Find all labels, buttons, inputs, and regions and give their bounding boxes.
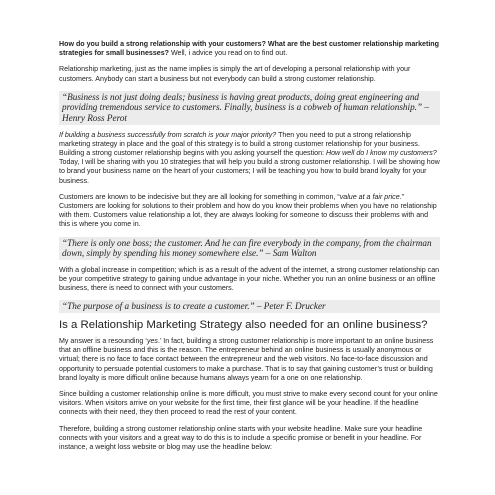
- strategy-lead: If building a business successfully from scratch is your major priority?: [59, 130, 277, 139]
- online-yes: yes: [146, 337, 158, 346]
- intro-paragraph: [59, 40, 440, 58]
- section-heading: Is a Relationship Marketing Strategy also needed for an online business?: [59, 319, 428, 332]
- strategy-tail: Today, I will be sharing with you 10 strategies that will help you build a strong customer relationship. I will be showing how to brand your business name on the heart of your customers; I will be teaching you how to build brand loyalty for your business.: [59, 158, 440, 185]
- quote-henry-ross-perot: “Business is not just doing deals; business is having great products, doing great engineering and providing tremendous service to customers. Finally, business is a cobweb of human relationship.” – Henry Ross Perot: [59, 91, 440, 125]
- customers-text-b: ” Customers are looking for solutions to their problem and how do you know their problems when you have no relationship with them. Customers value relationship a lot, they are always looking for someone to discuss their problems with and this is where you come in.: [59, 192, 437, 229]
- intro-question: How do you build a strong relationship with your customers? What are the best customer relationship marketing strategies for small businesses?: [59, 40, 439, 58]
- strategy-mid: Then you need to put a strong relationship marketing strategy in place and the goal of this strategy is to build a strong customer relationship for your business. Building a strong customer relationship begins with you asking yourself the question:: [59, 130, 420, 157]
- paragraph-online-answer: [59, 337, 440, 383]
- strategy-question: How well do I know my customers?: [325, 149, 437, 157]
- paragraph-strategy: [59, 131, 440, 186]
- article: [59, 40, 440, 459]
- paragraph-competition: With a global increase in competition; which is as a result of the advent of the internet, a strong customer relationship can be your competitive strategy to gaining undue advantage in your niche. Whether you run an online business or an offline business, there is need to connect with your customers.: [59, 265, 440, 293]
- intro-answer: Well, i advice you read on to find out.: [169, 49, 288, 58]
- paragraph-customers-indecisive: [59, 193, 440, 230]
- paragraph-relationship-marketing: Relationship marketing, just as the name implies is simply the art of developing a personal relationship with your customers. Anybody can start a business but not everybody can build a strong customer relationship.: [59, 65, 411, 83]
- paragraph-online-difficulty: Since building a customer relationship online is more difficult, you must strive to make every second count for your online visitors. When visitors arrive on your website for the first time, their first glance will be your headline. If the headline connects with their need, they then proceed to read the rest of your content.: [59, 390, 438, 417]
- customers-text-a: Customers are known to be indecisive but they are all looking for something in common, “: [59, 192, 340, 201]
- quote-peter-drucker: “The purpose of a business is to create a customer.” – Peter F. Drucker: [59, 300, 440, 313]
- customers-value-quote: value at a fair price.: [339, 192, 402, 201]
- paragraph-headline: Therefore, building a strong customer relationship online starts with your website headline. Make sure your headline connects with your visitors and a great way to do this is to include a specific promise or benefit in your headline. For instance, a weight loss website or blog may use the headline below:: [59, 424, 423, 452]
- online-text-b: .’ In fact, building a strong customer relationship is more important to an online business that an offline business and this is the reason. The entrepreneur behind an online business is usually anonymous or virtual; there is no face to face contact between the entrepreneur and the web visitors. No face-to-face discussion and opportunity to persuade potential customers to make a purchase. That is to say that gaining customer’s trust or building brand loyalty is more difficult online because humans always yearn for a one on one relationship.: [59, 337, 434, 382]
- quote-sam-walton: “There is only one boss; the customer. And he can fire everybody in the company, from the chairman down, simply by spending his money somewhere else.” – Sam Walton: [59, 237, 440, 260]
- online-text-a: My answer is a resounding ‘: [59, 337, 147, 346]
